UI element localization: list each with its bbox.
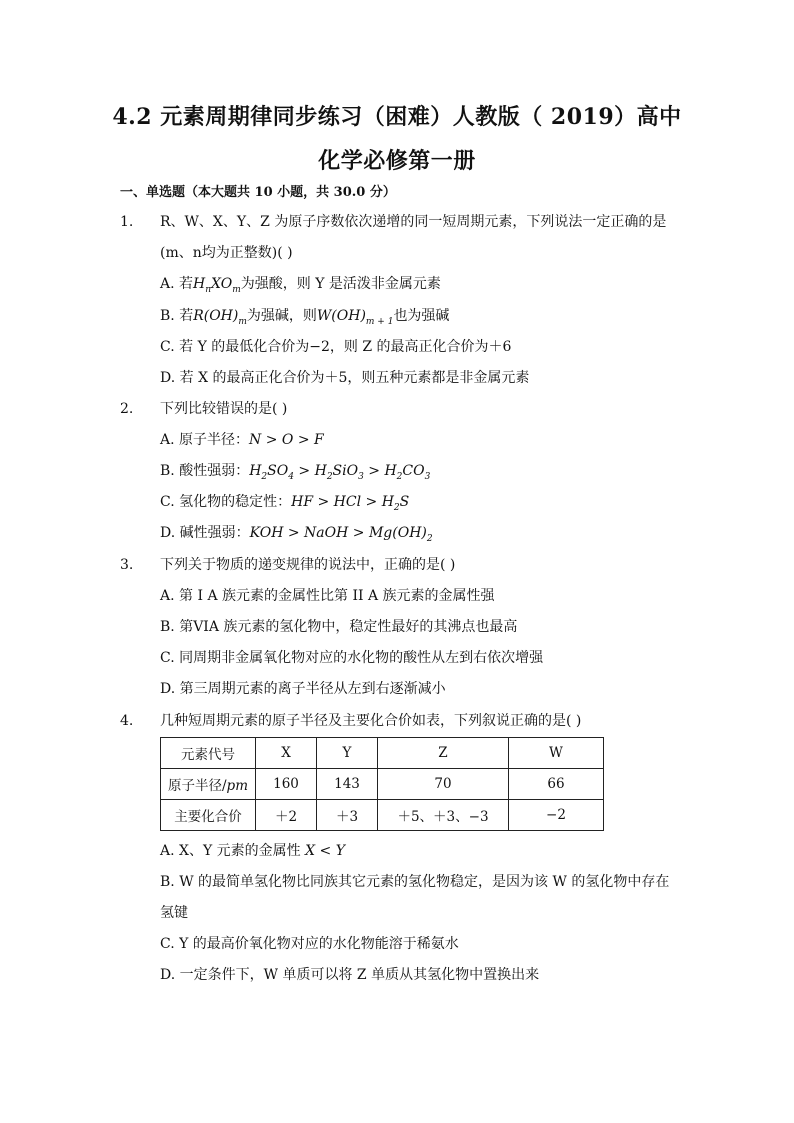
formula: $H_nXO_m$: [193, 276, 241, 295]
formula: KOH > NaOH > $Mg(OH)_2$: [249, 525, 433, 544]
q4-option-c: C. Y 的最高价氧化物对应的水化物能溶于稀氨水: [160, 936, 459, 952]
question-text: 下列比较错误的是( ): [160, 401, 288, 417]
formula: HF > HCl > $H_2S$: [291, 494, 410, 513]
formula: X < Y: [305, 843, 345, 859]
q2-option-b: [160, 461, 430, 487]
q4-option-d: D. 一定条件下，W 单质可以将 Z 单质从其氢化物中置换出来: [160, 967, 540, 983]
q2-option-c: [160, 492, 409, 518]
q4-option-a: [160, 841, 345, 861]
table-header-cell: Y: [317, 738, 378, 769]
table-header-cell: Z: [378, 738, 509, 769]
document-title-line1: 4.2 元素周期律同步练习（困难）人教版（ 2019）高中: [112, 104, 682, 130]
question-number: 4.: [120, 713, 134, 729]
table-cell: 66: [509, 769, 604, 800]
q3-option-c: C. 同周期非金属氧化物对应的水化物的酸性从左到右依次增强: [160, 650, 544, 666]
option-label: A. 原子半径：: [160, 432, 250, 448]
document-title-line2: 化学必修第一册: [318, 148, 476, 174]
q1-option-c: C. 若 Y 的最低化合价为−2，则 Z 的最高正化合价为＋6: [160, 339, 512, 355]
formula: $R(OH)_m$: [193, 308, 247, 327]
table-cell: ＋3: [317, 800, 378, 831]
question-text: R、W、X、Y、Z 为原子序数依次递增的同一短周期元素，下列说法一定正确的是: [160, 214, 667, 230]
q2-option-d: [160, 523, 433, 549]
section-heading: 一、单选题（本大题共 10 小题，共 30.0 分）: [120, 185, 396, 200]
table-cell: 原子半径/pm: [161, 769, 256, 800]
formula: N > O > F: [249, 432, 324, 448]
table-cell: ＋2: [256, 800, 317, 831]
question-text: 几种短周期元素的原子半径及主要化合价如表，下列叙说正确的是( ): [160, 713, 582, 729]
option-label: C. 氢化物的稳定性：: [160, 494, 292, 510]
table-cell: 70: [378, 769, 509, 800]
question-1-stem-line2: (m、n均为正整数)( ): [160, 245, 293, 261]
option-text: 为强酸，则 Y 是活泼非金属元素: [240, 276, 441, 292]
q4-option-b: B. W 的最简单氢化物比同族其它元素的氢化物稳定，是因为该 W 的氢化物中存在: [160, 874, 670, 890]
option-label: A. X、Y 元素的金属性: [160, 843, 306, 859]
question-3-stem: [120, 555, 455, 575]
option-label: D. 碱性强弱：: [160, 525, 250, 541]
q3-option-b: B. 第VIA 族元素的氢化物中，稳定性最好的其沸点也最高: [160, 619, 518, 635]
question-text: 下列关于物质的递变规律的说法中，正确的是( ): [160, 557, 456, 573]
table-cell: 160: [256, 769, 317, 800]
question-number: 1.: [120, 214, 134, 230]
formula: $W(OH)_{m + 1}$: [316, 308, 394, 327]
q4-option-b-cont: 氢键: [160, 905, 188, 921]
question-number: 3.: [120, 557, 134, 573]
table-cell: 主要化合价: [161, 800, 256, 831]
q1-option-a: [160, 274, 441, 300]
option-text: 也为强碱: [393, 308, 450, 324]
table-cell: ＋5、＋3、−3: [378, 800, 509, 831]
table-header-cell: W: [509, 738, 604, 769]
question-1-stem: [120, 212, 666, 232]
option-label: A. 若: [160, 276, 194, 292]
question-4-stem: [120, 711, 581, 731]
formula: $H_2SO_4 > H_2SiO_3 > H_2CO_3$: [249, 463, 431, 482]
table-cell: −2: [509, 800, 604, 831]
table-header-cell: X: [256, 738, 317, 769]
option-label: B. 若: [160, 308, 194, 324]
q1-option-b: [160, 306, 449, 332]
table-row: [161, 769, 604, 800]
q3-option-a: A. 第 I A 族元素的金属性比第 II A 族元素的金属性强: [160, 588, 495, 604]
q1-option-d: D. 若 X 的最高正化合价为＋5，则五种元素都是非金属元素: [160, 370, 530, 386]
element-properties-table: [160, 737, 604, 831]
table-header-row: [161, 738, 604, 769]
table-header-cell: 元素代号: [161, 738, 256, 769]
q2-option-a: [160, 430, 324, 450]
q3-option-d: D. 第三周期元素的离子半径从左到右逐渐减小: [160, 681, 446, 697]
table-cell: 143: [317, 769, 378, 800]
question-number: 2.: [120, 401, 134, 417]
question-2-stem: [120, 399, 287, 419]
option-label: B. 酸性强弱：: [160, 463, 250, 479]
option-text: 为强碱，则: [246, 308, 317, 324]
table-row: [161, 800, 604, 831]
